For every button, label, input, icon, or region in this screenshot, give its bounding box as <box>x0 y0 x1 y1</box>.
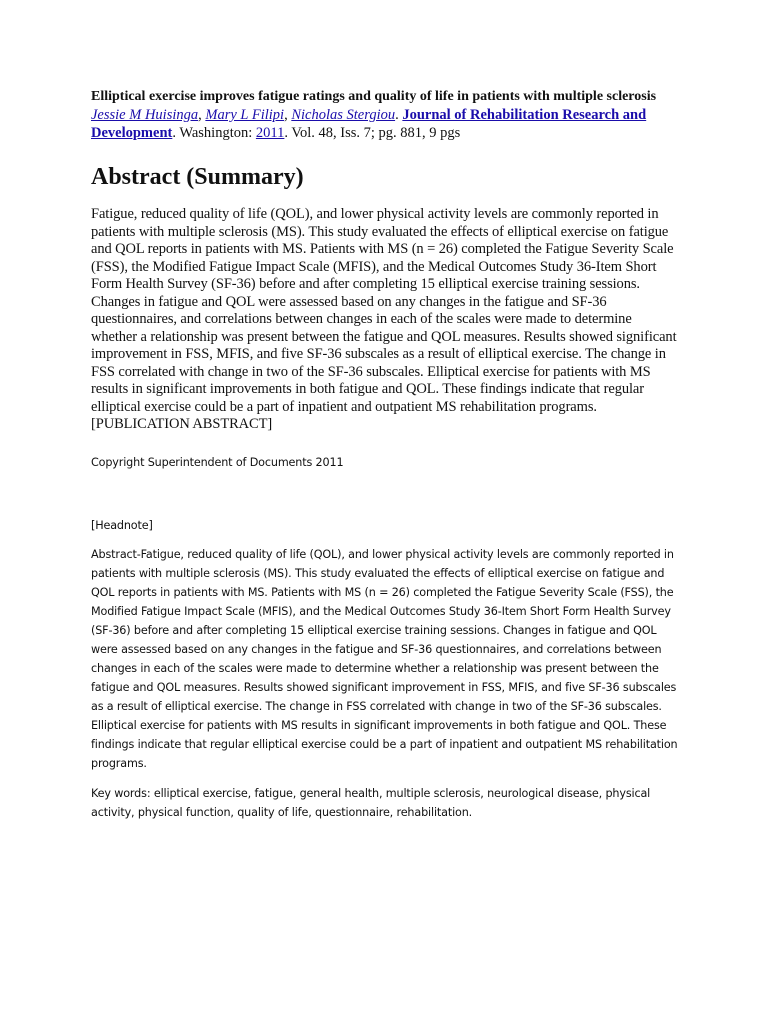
headnote-body: Abstract-Fatigue, reduced quality of life (QOL), and lower physical activity levels are commonly reported in patients with multiple sclerosis (MS). This study evaluated the effects of elliptical exercise on fatigue and QOL reports in patients with MS. Patients with MS (n = 26) completed the Fatigue Severity Scale (FSS), the Modified Fatigue Impact Scale (MFIS), and the Medical Outcomes Study 36-Item Short Form Health Survey (SF-36) before and after completing 15 elliptical exercise training sessions. Changes in fatigue and QOL were assessed based on any changes in the fatigue and SF-36 questionnaires, and correlations between changes in each of the scales were made to determine whether a relationship was present between the fatigue and QOL measures. Results showed significant improvement in FSS, MFIS, and five SF-36 subscales as a result of elliptical exercise. The change in FSS correlated with change in two of the SF-36 subscales. Elliptical exercise for patients with MS results in significant improvements in both fatigue and QOL. These findings indicate that regular elliptical exercise could be a part of inpatient and outpatient MS rehabilitation programs. <box>91 547 678 770</box>
volume-issue-pages: . Vol. 48, Iss. 7; pg. 881, 9 pgs <box>284 125 461 141</box>
abstract-heading: Abstract (Summary) <box>91 164 304 190</box>
document-page <box>91 88 681 822</box>
author-separator: , <box>284 107 292 123</box>
copyright-notice: Copyright Superintendent of Documents 2011 <box>91 455 344 469</box>
keywords: Key words: elliptical exercise, fatigue, general health, multiple sclerosis, neurological disease, physical activity, physical function, quality of life, questionnaire, rehabilitation. <box>91 786 651 819</box>
abstract-body: Fatigue, reduced quality of life (QOL), and lower physical activity levels are commonly reported in patients with multiple sclerosis (MS). This study evaluated the effects of elliptical exercise on fatigue and QOL reports in patients with MS. Patients with MS (n = 26) completed the Fatigue Severity Scale (FSS), the Modified Fatigue Impact Scale (MFIS), and the Medical Outcomes Study 36-Item Short Form Health Survey (SF-36) before and after completing 15 elliptical exercise training sessions. Changes in fatigue and QOL were assessed based on any changes in the fatigue and SF-36 questionnaires, and correlations between changes in each of the scales were made to determine whether a relationship was present between the fatigue and QOL measures. Results showed significant improvement in FSS, MFIS, and five SF-36 subscales as a result of elliptical exercise. The change in FSS correlated with change in two of the SF-36 subscales. Elliptical exercise for patients with MS results in significant improvements in both fatigue and QOL. These findings indicate that regular elliptical exercise could be a part of inpatient and outpatient MS rehabilitation programs. [PUBLICATION ABSTRACT] <box>91 206 677 432</box>
author-link-stergiou[interactable]: Nicholas Stergiou <box>291 107 396 123</box>
article-title: Elliptical exercise improves fatigue ratings and quality of life in patients with multiple sclerosis <box>91 89 657 104</box>
citation-separator: . <box>395 107 403 123</box>
publisher-location: . Washington: <box>172 125 256 141</box>
headnote-label: [Headnote] <box>91 518 153 532</box>
author-separator: , <box>198 107 206 123</box>
author-link-filipi[interactable]: Mary L Filipi <box>205 107 285 123</box>
journal-link[interactable]: Journal of Rehabilitation Research and Development <box>91 107 647 141</box>
citation <box>91 106 681 142</box>
year-link[interactable]: 2011 <box>255 125 285 141</box>
author-link-huisinga[interactable]: Jessie M Huisinga <box>91 107 199 123</box>
